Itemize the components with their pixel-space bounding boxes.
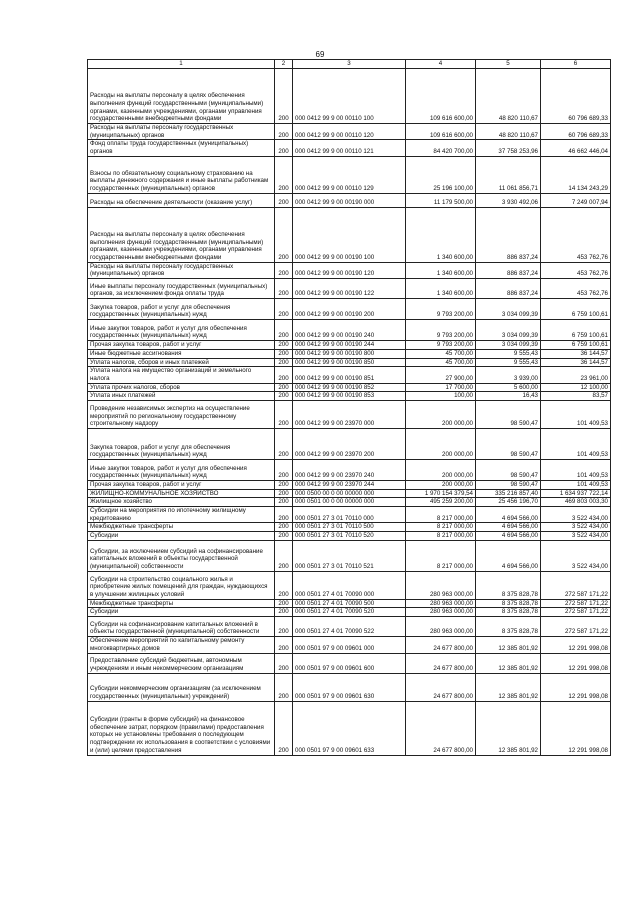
row-budget-code: 000 0500 00 0 00 00000 000 [293,489,406,498]
row-approved-amount: 8 217 000,00 [406,540,476,571]
table-row [88,358,611,367]
row-unexecuted-amount: 272 587 171,22 [541,571,611,599]
table-row [88,480,611,489]
row-approved-amount: 1 340 600,00 [406,207,476,262]
row-approved-amount: 8 217 000,00 [406,507,476,523]
row-unexecuted-amount: 3 522 434,00 [541,507,611,523]
row-name: Закупка товаров, работ и услуг для обеспечения государственных (муниципальных) нужд [88,299,275,320]
row-approved-amount: 27 900,00 [406,367,476,383]
row-budget-code: 000 0412 99 9 00 00110 100 [293,69,406,124]
row-executed-amount: 98 590,47 [476,459,541,480]
table-row [88,489,611,498]
row-name: Субсидии на софинансирование капитальных вложений в объекты государственной (муниципальной) собственности [88,617,275,637]
row-unexecuted-amount: 6 759 100,61 [541,320,611,341]
row-executed-amount: 335 216 857,40 [476,489,541,498]
header-col-1: 1 [88,60,275,69]
row-budget-code: 000 0412 99 9 00 00190 850 [293,358,406,367]
row-name: Уплата иных платежей [88,392,275,401]
row-approved-amount: 280 963 000,00 [406,617,476,637]
table-row [88,673,611,701]
table-row [88,320,611,341]
row-budget-code: 000 0412 99 9 00 00110 129 [293,156,406,193]
row-approved-amount: 24 677 800,00 [406,653,476,673]
row-unexecuted-amount: 3 522 434,00 [541,523,611,532]
row-budget-code: 000 0501 97 9 00 09601 633 [293,701,406,755]
row-approved-amount: 45 700,00 [406,358,476,367]
row-name: Расходы на выплаты персоналу государственных (муниципальных) органов [88,262,275,278]
row-line-code: 200 [275,400,293,428]
row-executed-amount: 886 837,24 [476,279,541,299]
row-executed-amount: 8 375 828,78 [476,608,541,617]
row-approved-amount: 200 000,00 [406,428,476,459]
row-approved-amount: 17 700,00 [406,383,476,392]
row-executed-amount: 9 555,43 [476,349,541,358]
row-executed-amount: 48 820 110,67 [476,124,541,140]
row-approved-amount: 8 217 000,00 [406,523,476,532]
row-approved-amount: 1 340 600,00 [406,279,476,299]
row-line-code: 200 [275,540,293,571]
row-unexecuted-amount: 60 796 689,33 [541,69,611,124]
row-line-code: 200 [275,507,293,523]
row-name: Субсидии на мероприятия по ипотечному жилищному кредитованию [88,507,275,523]
table-body [88,60,611,756]
row-line-code: 200 [275,498,293,507]
row-unexecuted-amount: 453 762,76 [541,279,611,299]
row-executed-amount: 25 456 196,70 [476,498,541,507]
row-line-code: 200 [275,320,293,341]
table-row [88,400,611,428]
row-name: Межбюджетные трансферты [88,599,275,608]
table-row [88,383,611,392]
table-row [88,207,611,262]
row-budget-code: 000 0501 27 4 01 70090 522 [293,617,406,637]
row-budget-code: 000 0501 27 3 01 70110 520 [293,532,406,541]
row-unexecuted-amount: 272 587 171,22 [541,608,611,617]
row-executed-amount: 4 694 566,00 [476,532,541,541]
table-row [88,523,611,532]
row-executed-amount: 12 385 801,92 [476,637,541,653]
table-row [88,299,611,320]
row-executed-amount: 98 590,47 [476,400,541,428]
row-name: Иные закупки товаров, работ и услуг для обеспечения государственных (муниципальных) нужд [88,320,275,341]
row-line-code: 200 [275,489,293,498]
row-unexecuted-amount: 12 291 998,08 [541,701,611,755]
row-unexecuted-amount: 6 759 100,61 [541,341,611,350]
row-approved-amount: 109 616 600,00 [406,124,476,140]
row-line-code: 200 [275,299,293,320]
row-executed-amount: 3 939,00 [476,367,541,383]
row-line-code: 200 [275,349,293,358]
row-unexecuted-amount: 12 291 998,08 [541,653,611,673]
table-row [88,498,611,507]
table-row [88,637,611,653]
row-line-code: 200 [275,673,293,701]
table-row [88,367,611,383]
row-budget-code: 000 0501 97 9 00 09601 000 [293,637,406,653]
row-name: Уплата прочих налогов, сборов [88,383,275,392]
row-unexecuted-amount: 453 762,76 [541,262,611,278]
row-name: Субсидии на строительство социального жилья и приобретение жилых помещений для граждан, нуждающихся в улучшении жилищных условий [88,571,275,599]
table-row [88,532,611,541]
row-name: Иные бюджетные ассигнования [88,349,275,358]
row-executed-amount: 8 375 828,78 [476,617,541,637]
row-budget-code: 000 0412 99 9 00 23970 000 [293,400,406,428]
row-budget-code: 000 0412 99 9 00 00190 851 [293,367,406,383]
row-unexecuted-amount: 83,57 [541,392,611,401]
row-name: Субсидии [88,608,275,617]
row-budget-code: 000 0501 27 4 01 70090 520 [293,608,406,617]
table-row [88,140,611,156]
row-executed-amount: 8 375 828,78 [476,599,541,608]
row-approved-amount: 24 677 800,00 [406,637,476,653]
row-budget-code: 000 0412 99 9 00 00190 120 [293,262,406,278]
row-name: Иные выплаты персоналу государственных (муниципальных) органов, за исключением фонда оплаты труда [88,279,275,299]
row-budget-code: 000 0412 99 9 00 23970 244 [293,480,406,489]
row-name: Субсидии (гранты в форме субсидий) на финансовое обеспечение затрат, порядком (правилами) предоставления которых не установлены требования о последующем подтверждении их использования в соответствии с условиями и (или) целями предоставления [88,701,275,755]
header-col-6: 6 [541,60,611,69]
table-row [88,279,611,299]
row-executed-amount: 5 600,00 [476,383,541,392]
row-executed-amount: 12 385 801,92 [476,701,541,755]
row-approved-amount: 9 793 200,00 [406,341,476,350]
row-approved-amount: 24 677 800,00 [406,673,476,701]
header-col-5: 5 [476,60,541,69]
row-name: Прочая закупка товаров, работ и услуг [88,341,275,350]
row-line-code: 200 [275,207,293,262]
row-name: Уплата налога на имущество организаций и земельного налога [88,367,275,383]
row-approved-amount: 200 000,00 [406,459,476,480]
row-executed-amount: 4 694 566,00 [476,507,541,523]
row-line-code: 200 [275,608,293,617]
row-unexecuted-amount: 7 249 007,94 [541,193,611,207]
row-line-code: 200 [275,392,293,401]
row-name: Обеспечение мероприятий по капитальному ремонту многоквартирных домов [88,637,275,653]
row-budget-code: 000 0412 99 9 00 00110 121 [293,140,406,156]
row-unexecuted-amount: 469 803 003,30 [541,498,611,507]
row-line-code: 200 [275,653,293,673]
row-name: Межбюджетные трансферты [88,523,275,532]
table-row [88,262,611,278]
row-unexecuted-amount: 272 587 171,22 [541,617,611,637]
table-row [88,392,611,401]
row-executed-amount: 11 061 856,71 [476,156,541,193]
row-unexecuted-amount: 3 522 434,00 [541,532,611,541]
row-executed-amount: 3 034 099,39 [476,299,541,320]
row-unexecuted-amount: 101 409,53 [541,400,611,428]
table-row [88,428,611,459]
row-line-code: 200 [275,571,293,599]
header-row [88,60,611,69]
row-name: Субсидии [88,532,275,541]
row-unexecuted-amount: 272 587 171,22 [541,599,611,608]
row-executed-amount: 16,43 [476,392,541,401]
table-row [88,608,611,617]
row-unexecuted-amount: 453 762,76 [541,207,611,262]
table-row [88,124,611,140]
row-budget-code: 000 0501 27 3 01 70110 521 [293,540,406,571]
row-approved-amount: 280 963 000,00 [406,608,476,617]
row-name: Проведение независимых экспертиз на осуществление мероприятий по региональному государственному строительному надзору [88,400,275,428]
row-line-code: 200 [275,193,293,207]
row-budget-code: 000 0412 99 9 00 00190 000 [293,193,406,207]
row-line-code: 200 [275,532,293,541]
row-unexecuted-amount: 14 134 243,29 [541,156,611,193]
row-unexecuted-amount: 60 796 689,33 [541,124,611,140]
row-approved-amount: 9 793 200,00 [406,320,476,341]
row-line-code: 200 [275,69,293,124]
row-name: Уплата налогов, сборов и иных платежей [88,358,275,367]
row-unexecuted-amount: 1 634 937 722,14 [541,489,611,498]
page-number: 69 [315,50,325,59]
row-approved-amount: 1 340 600,00 [406,262,476,278]
row-executed-amount: 9 555,43 [476,358,541,367]
row-budget-code: 000 0412 99 9 00 00190 244 [293,341,406,350]
budget-execution-table [87,59,611,756]
table-row [88,341,611,350]
row-budget-code: 000 0501 27 3 01 70110 000 [293,507,406,523]
row-line-code: 200 [275,459,293,480]
row-executed-amount: 37 758 253,96 [476,140,541,156]
row-name: Предоставление субсидий бюджетным, автономным учреждениям и иным некоммерческим организациям [88,653,275,673]
row-executed-amount: 8 375 828,78 [476,571,541,599]
row-unexecuted-amount: 12 100,00 [541,383,611,392]
row-name: Прочая закупка товаров, работ и услуг [88,480,275,489]
row-executed-amount: 48 820 110,67 [476,69,541,124]
row-executed-amount: 3 034 099,39 [476,320,541,341]
row-approved-amount: 11 179 500,00 [406,193,476,207]
row-executed-amount: 4 694 566,00 [476,523,541,532]
row-approved-amount: 9 793 200,00 [406,299,476,320]
row-line-code: 200 [275,367,293,383]
row-name: ЖИЛИЩНО-КОММУНАЛЬНОЕ ХОЗЯЙСТВО [88,489,275,498]
row-approved-amount: 200 000,00 [406,480,476,489]
row-unexecuted-amount: 6 759 100,61 [541,299,611,320]
row-executed-amount: 12 385 801,92 [476,673,541,701]
row-approved-amount: 280 963 000,00 [406,599,476,608]
row-budget-code: 000 0501 97 9 00 09601 600 [293,653,406,673]
row-budget-code: 000 0501 27 4 01 70090 500 [293,599,406,608]
row-executed-amount: 3 930 492,06 [476,193,541,207]
row-unexecuted-amount: 101 409,53 [541,459,611,480]
row-line-code: 200 [275,383,293,392]
row-line-code: 200 [275,156,293,193]
row-approved-amount: 24 677 800,00 [406,701,476,755]
table-row [88,571,611,599]
row-name: Субсидии некоммерческим организациям (за исключением государственных (муниципальных) учреждений) [88,673,275,701]
row-name: Расходы на выплаты персоналу в целях обеспечения выполнения функций государственными (муниципальными) органами, казенными учреждениями, органами управления государственными внебюджетными фондами [88,69,275,124]
row-approved-amount: 200 000,00 [406,400,476,428]
row-executed-amount: 98 590,47 [476,480,541,489]
row-unexecuted-amount: 36 144,57 [541,358,611,367]
table-row [88,459,611,480]
row-line-code: 200 [275,358,293,367]
row-line-code: 200 [275,279,293,299]
row-budget-code: 000 0501 00 0 00 00000 000 [293,498,406,507]
row-executed-amount: 886 837,24 [476,262,541,278]
row-executed-amount: 3 034 099,39 [476,341,541,350]
row-budget-code: 000 0412 99 9 00 23970 200 [293,428,406,459]
row-line-code: 200 [275,480,293,489]
row-name: Субсидии, за исключением субсидий на софинансирование капитальных вложений в объекты государственной (муниципальной) собственности [88,540,275,571]
row-name: Расходы на обеспечение деятельности (оказание услуг) [88,193,275,207]
table-row [88,653,611,673]
row-unexecuted-amount: 101 409,53 [541,480,611,489]
row-unexecuted-amount: 46 662 446,04 [541,140,611,156]
header-col-4: 4 [406,60,476,69]
row-unexecuted-amount: 23 961,00 [541,367,611,383]
table-row [88,507,611,523]
row-approved-amount: 495 259 200,00 [406,498,476,507]
row-line-code: 200 [275,341,293,350]
row-line-code: 200 [275,262,293,278]
row-unexecuted-amount: 12 291 998,08 [541,673,611,701]
header-col-2: 2 [275,60,293,69]
row-name: Фонд оплаты труда государственных (муниципальных) органов [88,140,275,156]
table-row [88,193,611,207]
row-approved-amount: 280 963 000,00 [406,571,476,599]
row-line-code: 200 [275,701,293,755]
row-line-code: 200 [275,617,293,637]
row-budget-code: 000 0412 99 9 00 00110 120 [293,124,406,140]
row-line-code: 200 [275,523,293,532]
table-row [88,349,611,358]
row-budget-code: 000 0501 27 3 01 70110 500 [293,523,406,532]
row-budget-code: 000 0412 99 9 00 00190 240 [293,320,406,341]
row-line-code: 200 [275,140,293,156]
row-approved-amount: 84 420 700,00 [406,140,476,156]
row-name: Закупка товаров, работ и услуг для обеспечения государственных (муниципальных) нужд [88,428,275,459]
row-name: Расходы на выплаты персоналу в целях обеспечения выполнения функций государственными (муниципальными) органами, казенными учреждениями, органами управления государственными внебюджетными фондами [88,207,275,262]
row-unexecuted-amount: 12 291 998,08 [541,637,611,653]
row-budget-code: 000 0412 99 9 00 00190 800 [293,349,406,358]
table-row [88,69,611,124]
row-budget-code: 000 0412 99 9 00 00190 200 [293,299,406,320]
table-row [88,617,611,637]
row-executed-amount: 886 837,24 [476,207,541,262]
row-budget-code: 000 0412 99 9 00 23970 240 [293,459,406,480]
row-approved-amount: 8 217 000,00 [406,532,476,541]
header-col-3: 3 [293,60,406,69]
row-name: Жилищное хозяйство [88,498,275,507]
row-line-code: 200 [275,637,293,653]
row-approved-amount: 1 970 154 379,54 [406,489,476,498]
row-approved-amount: 109 616 600,00 [406,69,476,124]
table-row [88,156,611,193]
row-executed-amount: 12 385 801,92 [476,653,541,673]
row-executed-amount: 4 694 566,00 [476,540,541,571]
row-budget-code: 000 0412 99 9 00 00190 100 [293,207,406,262]
row-name: Иные закупки товаров, работ и услуг для обеспечения государственных (муниципальных) нужд [88,459,275,480]
row-budget-code: 000 0412 99 9 00 00190 122 [293,279,406,299]
row-budget-code: 000 0501 27 4 01 70090 000 [293,571,406,599]
row-name: Расходы на выплаты персоналу государственных (муниципальных) органов [88,124,275,140]
row-unexecuted-amount: 101 409,53 [541,428,611,459]
row-budget-code: 000 0501 97 9 00 09601 630 [293,673,406,701]
row-budget-code: 000 0412 99 9 00 00190 852 [293,383,406,392]
table-row [88,540,611,571]
row-approved-amount: 100,00 [406,392,476,401]
row-unexecuted-amount: 3 522 434,00 [541,540,611,571]
table-row [88,701,611,755]
table-row [88,599,611,608]
row-line-code: 200 [275,599,293,608]
row-line-code: 200 [275,124,293,140]
row-budget-code: 000 0412 99 9 00 00190 853 [293,392,406,401]
row-approved-amount: 45 700,00 [406,349,476,358]
row-approved-amount: 25 196 100,00 [406,156,476,193]
row-name: Взносы по обязательному социальному страхованию на выплаты денежного содержания и иные выплаты работникам государственных (муниципальных) органов [88,156,275,193]
row-unexecuted-amount: 36 144,57 [541,349,611,358]
row-line-code: 200 [275,428,293,459]
row-executed-amount: 98 590,47 [476,428,541,459]
